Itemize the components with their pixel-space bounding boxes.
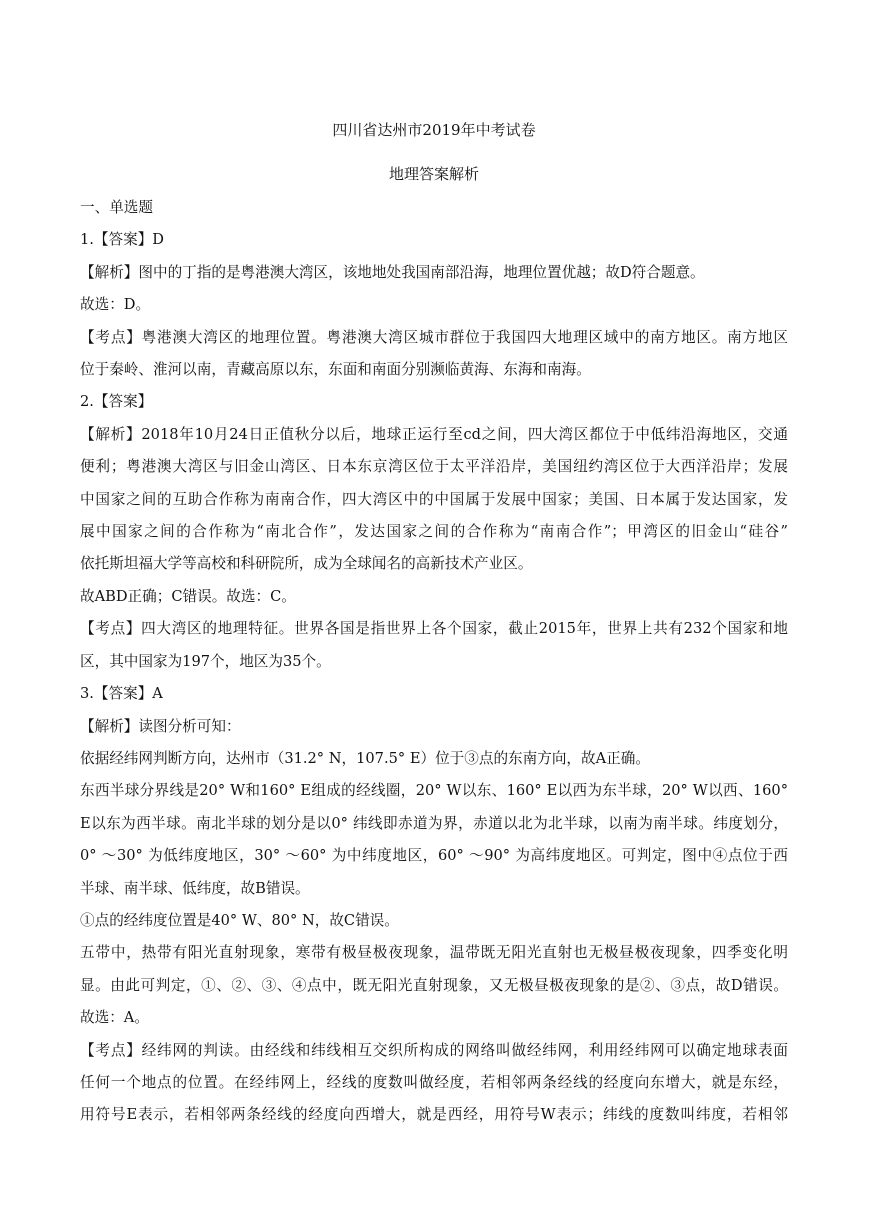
text-line: 故选：D。 [80, 296, 151, 314]
document-body [80, 224, 788, 1131]
text-line: 五带中，热带有阳光直射现象，寒带有极昼极夜现象，温带既无阳光直射也无极昼极夜现象，四季变化明 [80, 944, 788, 962]
text-line: 0° ～30° 为低纬度地区，30° ～60° 为中纬度地区，60° ～90° 为高纬度地区。可判定，图中④点位于西 [80, 847, 788, 865]
section-heading: 一、单选题 [80, 199, 153, 216]
text-line: 【考点】四大湾区的地理特征。世界各国是指世界上各个国家，截止2015年，世界上共有232个国家和地 [80, 620, 788, 638]
text-line: 【考点】经纬网的判读。由经线和纬线相互交织所构成的网络叫做经纬网，利用经纬网可以确定地球表面 [80, 1041, 788, 1059]
text-line: 位于秦岭、淮河以南，青藏高原以东，东面和南面分别濒临黄海、东海和南海。 [80, 361, 591, 379]
text-line: ①点的经纬度位置是40° W、80° N，故C错误。 [80, 911, 399, 929]
text-line: 区，其中国家为197个，地区为35个。 [80, 652, 331, 670]
document-page [80, 118, 788, 1132]
text-line: 2.【答案】 [80, 393, 153, 411]
text-line: 【解析】读图分析可知： [80, 717, 241, 735]
text-line: E以东为西半球。南北半球的划分是以0° 纬线即赤道为界，赤道以北为北半球，以南为南半球。纬度划分， [80, 814, 788, 832]
text-line: 1.【答案】D [80, 231, 164, 249]
document-subtitle: 地理答案解析 [388, 165, 479, 183]
text-line: 显。由此可判定，①、②、③、④点中，既无阳光直射现象，又无极昼极夜现象的是②、③点，故D错误。 [80, 976, 788, 994]
text-line: 3.【答案】A [80, 685, 163, 703]
text-line: 展中国家之间的合作称为“南北合作”，发达国家之间的合作称为“南南合作”；甲湾区的旧金山“硅谷” [80, 523, 788, 541]
text-line: 【解析】2018年10月24日正值秋分以后，地球正运行至cd之间，四大湾区都位于中低纬沿海地区，交通 [80, 425, 788, 443]
text-line: 故选：A。 [80, 1009, 149, 1027]
text-line: 依托斯坦福大学等高校和科研院所，成为全球闻名的高新技术产业区。 [80, 555, 533, 573]
text-line: 依据经纬网判断方向，达州市（31.2° N，107.5° E）位于③点的东南方向，故A正确。 [80, 749, 650, 767]
text-line: 用符号E表示，若相邻两条经线的经度向西增大，就是西经，用符号W表示；纬线的度数叫纬度，若相邻 [80, 1106, 788, 1124]
text-line: 中国家之间的互助合作称为南南合作，四大湾区中的中国属于发展中国家；美国、日本属于发达国家，发 [80, 490, 788, 508]
text-line: 故ABD正确；C错误。故选：C。 [80, 587, 296, 605]
text-line: 东西半球分界线是20° W和160° E组成的经线圈，20° W以东、160° E以西为东半球，20° W以西、160° [80, 782, 788, 800]
text-line: 便利；粤港澳大湾区与旧金山湾区、日本东京湾区位于太平洋沿岸，美国纽约湾区位于大西洋沿岸；发展 [80, 458, 788, 476]
text-line: 【考点】粤港澳大湾区的地理位置。粤港澳大湾区城市群位于我国四大地理区域中的南方地区。南方地区 [80, 328, 788, 346]
text-line: 半球、南半球、低纬度，故B错误。 [80, 879, 310, 897]
document-title: 四川省达州市2019年中考试卷 [332, 121, 536, 139]
text-line: 任何一个地点的位置。在经纬网上，经线的度数叫做经度，若相邻两条经线的经度向东增大，就是东经， [80, 1073, 788, 1091]
text-line: 【解析】图中的丁指的是粤港澳大湾区，该地地处我国南部沿海，地理位置优越；故D符合题意。 [80, 263, 705, 281]
